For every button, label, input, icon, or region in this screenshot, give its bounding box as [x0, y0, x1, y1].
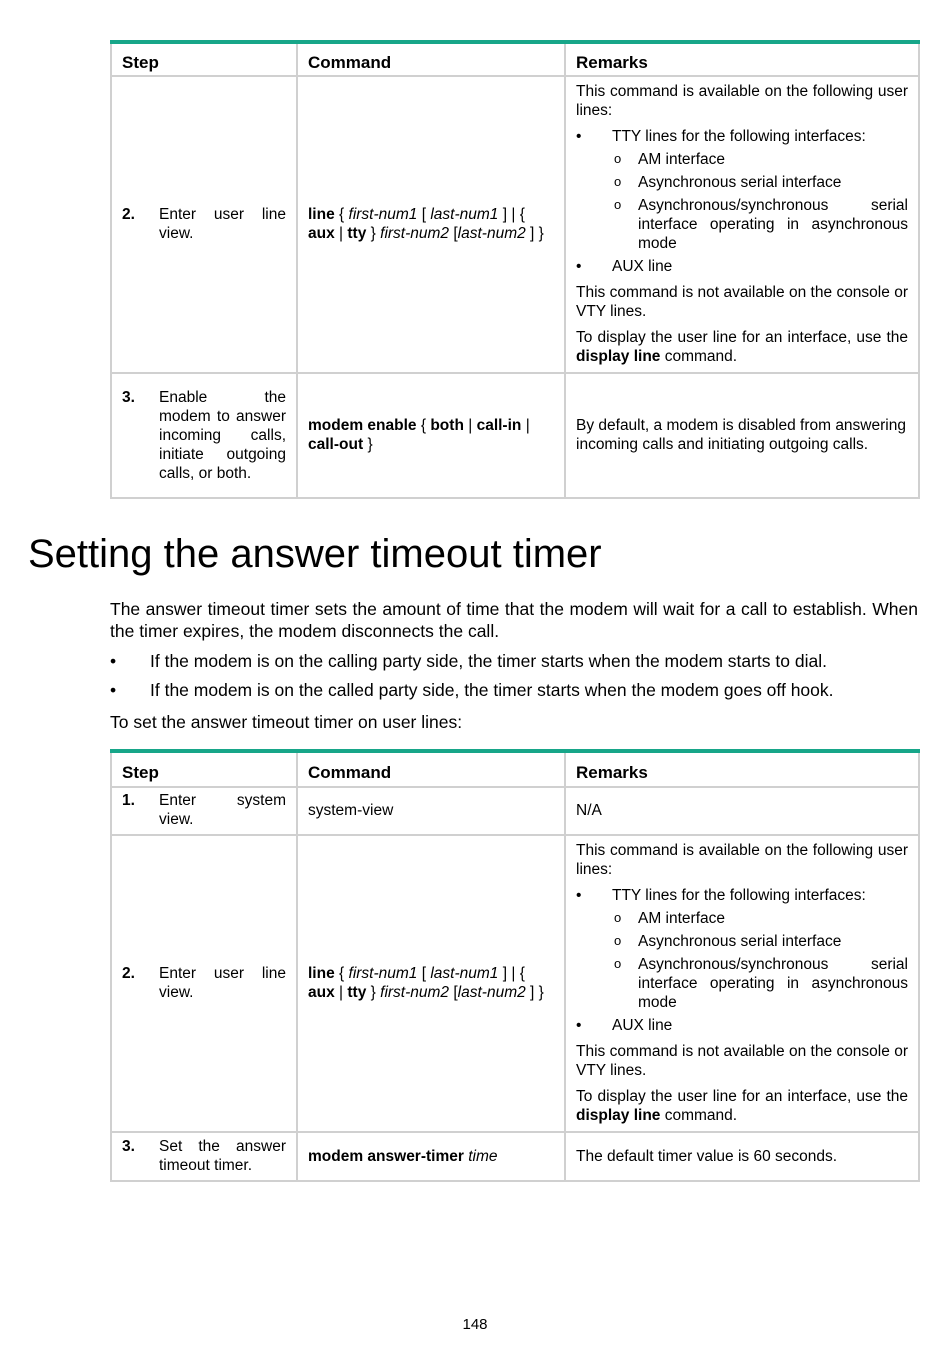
- remarks-list: [576, 886, 908, 1035]
- list-item: • AUX line: [576, 257, 908, 276]
- remarks-cell: The default timer value is 60 seconds.: [565, 1132, 919, 1181]
- remarks-cell: N/A: [565, 787, 919, 835]
- table-row: [111, 373, 919, 498]
- step-description: Enable the modem to answer incoming calls, initiate outgoing calls, or both.: [159, 388, 286, 482]
- step-cell: [111, 787, 297, 835]
- table-header-row: [111, 751, 919, 787]
- list-item: o Asynchronous serial interface: [576, 173, 908, 192]
- header-step: Step: [111, 751, 297, 787]
- command-cell: modem answer-timer time: [297, 1132, 565, 1181]
- step-description: Enter user line view.: [159, 965, 286, 1001]
- table-row: [111, 76, 919, 373]
- section-title: Setting the answer timeout timer: [28, 532, 602, 576]
- list-item: o AM interface: [576, 909, 908, 928]
- step-cell: [111, 373, 297, 498]
- step-number: 3.: [122, 388, 135, 406]
- list-item: o AM interface: [576, 150, 908, 169]
- list-item: • If the modem is on the called party side, the timer starts when the modem goes off hook.: [110, 679, 918, 701]
- step-cell: [111, 835, 297, 1132]
- remarks-cell: By default, a modem is disabled from answering incoming calls and initiating outgoing calls.: [565, 373, 919, 498]
- list-item: o Asynchronous/synchronous serial interface operating in asynchronous mode: [576, 196, 908, 253]
- remarks-intro: This command is available on the following user lines:: [576, 83, 908, 119]
- remarks-cell: [565, 76, 919, 373]
- list-item: • AUX line: [576, 1016, 908, 1035]
- remarks-list: [576, 127, 908, 276]
- step-cell: [111, 1132, 297, 1181]
- remarks-note: This command is not available on the console or VTY lines.: [576, 284, 908, 320]
- remarks-display: To display the user line for an interface, use the display line command.: [576, 329, 908, 365]
- header-step: Step: [111, 42, 297, 76]
- header-remarks: Remarks: [565, 42, 919, 76]
- remarks-note: This command is not available on the console or VTY lines.: [576, 1043, 908, 1079]
- command-cell: line { first-num1 [ last-num1 ] | { aux | tty } first-num2 [last-num2 ] }: [297, 76, 565, 373]
- remarks-intro: This command is available on the following user lines:: [576, 842, 908, 878]
- list-item: o Asynchronous serial interface: [576, 932, 908, 951]
- step-cell: [111, 76, 297, 373]
- step-description: Enter user line view.: [159, 206, 286, 242]
- header-remarks: Remarks: [565, 751, 919, 787]
- table-row: [111, 1132, 919, 1181]
- config-table-1: [110, 40, 920, 499]
- step-description: Set the answer timeout timer.: [159, 1138, 286, 1174]
- command-cell: line { first-num1 [ last-num1 ] | { aux | tty } first-num2 [last-num2 ] }: [297, 835, 565, 1132]
- step-number: 2.: [122, 965, 135, 982]
- table-row: [111, 787, 919, 835]
- table-row: [111, 835, 919, 1132]
- page-number: 148: [462, 1316, 488, 1333]
- section-intro: The answer timeout timer sets the amount of time that the modem will wait for a call to establish. When the timer expires, the modem disconnects the call.: [110, 599, 918, 641]
- list-item: • TTY lines for the following interfaces:: [576, 886, 908, 905]
- remarks-display: To display the user line for an interface, use the display line command.: [576, 1088, 908, 1124]
- step-number: 3.: [122, 1138, 135, 1155]
- header-command: Command: [297, 751, 565, 787]
- remarks-cell: [565, 835, 919, 1132]
- list-item: • If the modem is on the calling party side, the timer starts when the modem starts to dial.: [110, 650, 918, 672]
- step-number: 1.: [122, 792, 135, 809]
- header-command: Command: [297, 42, 565, 76]
- command-cell: system-view: [297, 787, 565, 835]
- table-header-row: [111, 42, 919, 76]
- list-item: • TTY lines for the following interfaces:: [576, 127, 908, 146]
- config-table-2: [110, 749, 920, 1182]
- table-lead-text: To set the answer timeout timer on user lines:: [110, 712, 463, 732]
- command-cell: modem enable { both | call-in | call-out }: [297, 373, 565, 498]
- list-item: o Asynchronous/synchronous serial interface operating in asynchronous mode: [576, 955, 908, 1012]
- step-description: Enter system view.: [159, 792, 286, 828]
- step-number: 2.: [122, 206, 135, 223]
